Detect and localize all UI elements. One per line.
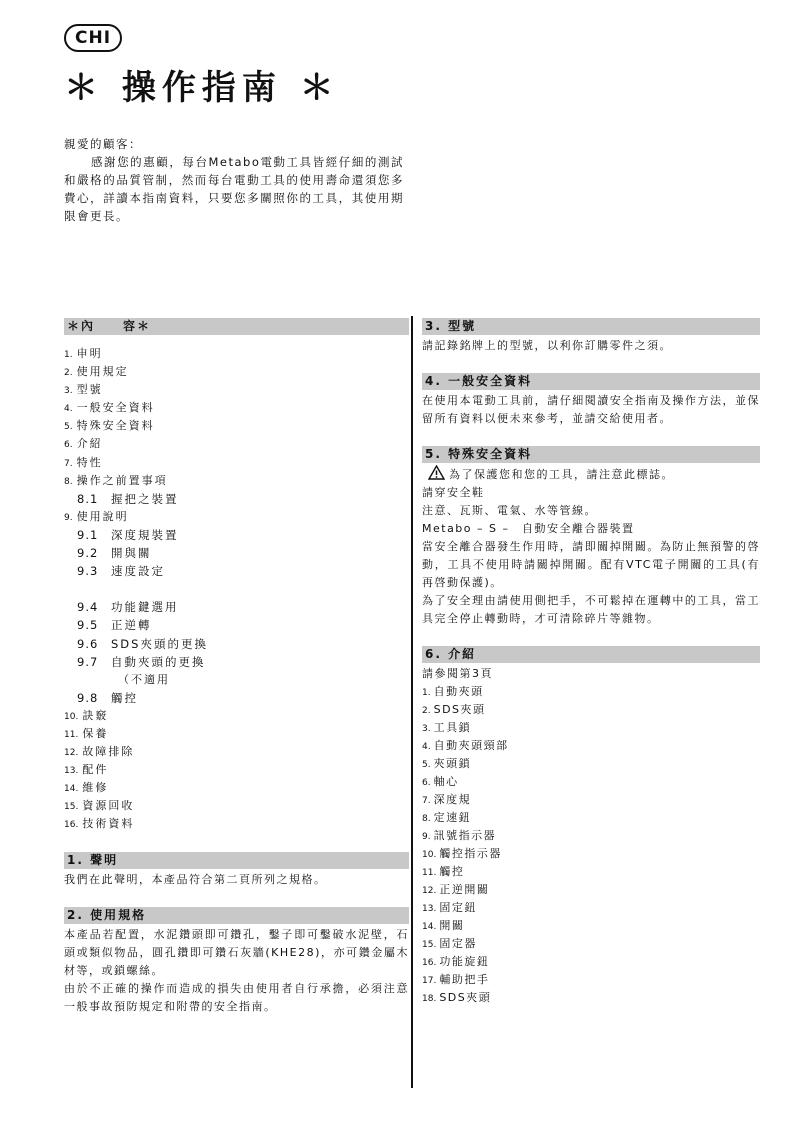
part-item: 10. 觸控指示器 — [422, 847, 502, 860]
toc-heading: ＊內 容＊ — [64, 318, 409, 335]
section-6-heading: 6. 介紹 — [422, 646, 760, 663]
section-1-text: 我們在此聲明，本產品符合第二頁所列之規格。 — [64, 872, 327, 886]
section-5-line-3: Metabo – S – 自動安全離合器裝置 — [422, 522, 635, 535]
toc-subitem: 9.5 正逆轉 — [77, 618, 152, 633]
parts-list — [422, 683, 760, 1007]
section-5-text-2: 為了安全理由請使用側把手，不可鬆掉在運轉中的工具，當工具完全停止轉動時，才可清除碎片等雜物。 — [422, 594, 760, 625]
section-5-heading: 5. 特殊安全資料 — [422, 446, 760, 463]
toc-subitem: 9.7 自動夾頭的更換 — [77, 654, 206, 669]
toc-item: 1. 申明 — [64, 347, 103, 360]
section-2-text: 本產品若配置，水泥鑽頭即可鑽孔，鑿子即可鑿破水泥壁，石頭或類似物品，圓孔鑽即可鑽石灰牆(KHE28)，亦可鑽金屬木材等，或鎖螺絲。 — [64, 927, 409, 977]
part-item: 16. 功能旋鈕 — [422, 955, 490, 968]
toc-item: 3. 型號 — [64, 383, 103, 397]
toc-item: 4. 一般安全資料 — [64, 401, 155, 415]
toc-item: 14. 維修 — [64, 781, 109, 795]
left-column — [64, 318, 409, 1016]
toc-item: 6. 介紹 — [64, 437, 103, 451]
section-5-line-1: 請穿安全鞋 — [422, 486, 485, 499]
language-badge: CHI — [64, 24, 122, 52]
part-item: 14. 開關 — [422, 919, 465, 932]
toc-item: 8. 操作之前置事項 — [64, 473, 168, 487]
toc-item: 11. 保養 — [64, 726, 109, 740]
toc-subitem: 9.3 速度設定 — [77, 564, 165, 579]
part-item: 17. 輔助把手 — [422, 973, 490, 986]
warning-icon — [428, 465, 445, 480]
toc-subitem: 8.1 握把之裝置 — [77, 491, 179, 506]
toc-gap — [64, 580, 409, 598]
part-item: 9. 訊號指示器 — [422, 829, 497, 842]
part-item: 15. 固定器 — [422, 937, 477, 950]
part-item: 6. 軸心 — [422, 775, 459, 788]
part-item: 7. 深度規 — [422, 793, 472, 806]
part-item: 1. 自動夾頭 — [422, 685, 484, 698]
table-of-contents — [64, 345, 409, 834]
intro-section — [64, 135, 404, 225]
part-item: 12. 正逆開關 — [422, 883, 490, 896]
section-6-intro: 請參閱第3頁 — [422, 667, 493, 680]
toc-note: （不適用 — [118, 672, 170, 686]
toc-item: 10. 訣竅 — [64, 708, 109, 722]
column-divider — [411, 316, 413, 1088]
toc-subitem: 9.4 功能鍵選用 — [77, 600, 179, 615]
part-item: 5. 夾頭鎖 — [422, 757, 472, 770]
part-item: 18. SDS夾頭 — [422, 991, 492, 1004]
section-5-line-2: 注意、瓦斯、電氣、水等管線。 — [422, 504, 597, 517]
section-4-heading: 4. 一般安全資料 — [422, 373, 760, 390]
toc-item: 7. 特性 — [64, 455, 103, 469]
part-item: 4. 自動夾頭頸部 — [422, 739, 509, 752]
right-column — [422, 318, 760, 1007]
toc-item: 13. 配件 — [64, 763, 109, 777]
part-item: 11. 觸控 — [422, 865, 465, 878]
toc-item: 16. 技術資料 — [64, 817, 135, 831]
intro-greeting: 親愛的顧客： — [64, 137, 142, 151]
section-3-text: 請記錄銘牌上的型號，以利你訂購零件之須。 — [422, 339, 672, 352]
section-5-text-1: 當安全離合器發生作用時，請即關掉開關。為防止無預警的啓動，工具不使用時請關掉開關。配有VTC電子開關的工具(有再啓動保護)。 — [422, 540, 760, 589]
section-2-text-2: 由於不正確的操作而造成的損失由使用者自行承擔，必須注意一般事故預防規定和附帶的安全指南。 — [64, 981, 409, 1013]
part-item: 2. SDS夾頭 — [422, 703, 486, 716]
section-2-heading: 2. 使用規格 — [64, 907, 409, 924]
toc-subitem: 9.2 開與關 — [77, 546, 152, 561]
toc-item: 5. 特殊安全資料 — [64, 419, 155, 433]
toc-subitem: 9.1 深度規裝置 — [77, 527, 179, 542]
part-item: 3. 工具鎖 — [422, 721, 472, 734]
part-item: 8. 定速鈕 — [422, 811, 472, 824]
toc-item: 9. 使用說明 — [64, 509, 129, 523]
page-title: ＊ 操作指南 ＊ — [64, 68, 340, 108]
toc-item: 15. 資源回收 — [64, 799, 135, 813]
section-1-heading: 1. 聲明 — [64, 852, 409, 869]
toc-subitem: 9.6 SDS夾頭的更換 — [77, 636, 208, 651]
part-item: 13. 固定鈕 — [422, 901, 477, 914]
toc-item: 2. 使用規定 — [64, 365, 129, 379]
toc-item: 12. 故障排除 — [64, 745, 135, 759]
section-3-heading: 3. 型號 — [422, 318, 760, 335]
toc-subitem: 9.8 觸控 — [77, 690, 138, 705]
intro-body: 感謝您的惠顧，每台Metabo電動工具皆經仔細的測試和嚴格的品質管制，然而每台電動工具的使用壽命還須您多費心，詳讀本指南資料，只要您多關照你的工具，其使用期限會更長。 — [64, 155, 404, 223]
section-4-text: 在使用本電動工具前，請仔細閱讀安全指南及操作方法，並保留所有資料以便未來參考，並請交給使用者。 — [422, 394, 760, 425]
section-5-warning-line: 為了保護您和您的工具，請注意此標誌。 — [422, 465, 760, 484]
